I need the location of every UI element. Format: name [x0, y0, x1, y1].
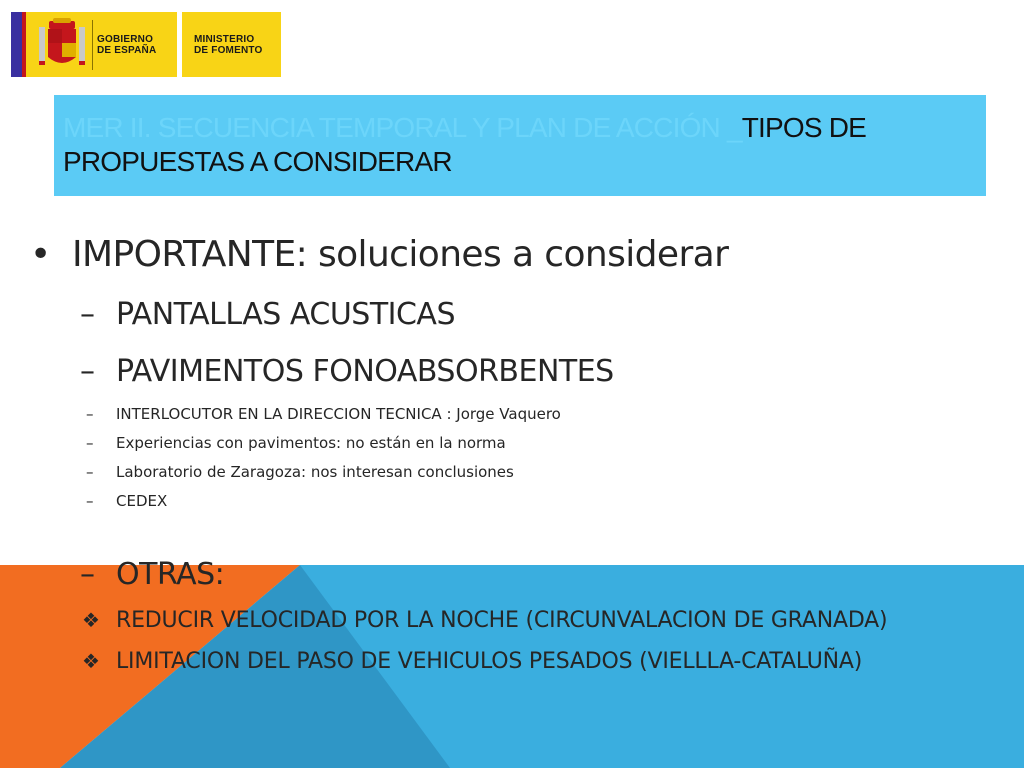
list-item-diamond	[82, 608, 887, 633]
list-item-text: OTRAS:	[116, 557, 225, 592]
dash-icon: –	[86, 492, 94, 510]
slide-title-faded: MER II. SECUENCIA TEMPORAL Y PLAN DE ACCIÓN _	[63, 112, 742, 143]
bullet-icon: •	[30, 234, 51, 275]
dash-icon: –	[80, 354, 95, 389]
list-item-level2	[80, 354, 614, 389]
list-item-level3	[86, 463, 514, 481]
gobierno-logo-text: GOBIERNO DE ESPAÑA	[97, 34, 157, 56]
slide-title-main: TIPOS DE PROPUESTAS A CONSIDERAR	[63, 112, 867, 177]
list-item-text: INTERLOCUTOR EN LA DIRECCION TECNICA : Jorge Vaquero	[116, 405, 561, 423]
list-item-diamond	[82, 649, 862, 674]
dash-icon: –	[86, 405, 94, 423]
list-item-text: Experiencias con pavimentos: no están en la norma	[116, 434, 506, 452]
diamond-bullet-icon: ❖	[82, 608, 100, 632]
list-item-level2	[80, 297, 455, 332]
list-item-text: Laboratorio de Zaragoza: nos interesan conclusiones	[116, 463, 514, 481]
list-item-text: REDUCIR VELOCIDAD POR LA NOCHE (CIRCUNVALACION DE GRANADA)	[116, 608, 888, 633]
list-item-text: CEDEX	[116, 492, 168, 510]
dash-icon: –	[80, 557, 95, 592]
list-item-level3	[86, 492, 167, 510]
dash-icon: –	[80, 297, 95, 332]
list-item-text: PAVIMENTOS FONOABSORBENTES	[116, 354, 614, 389]
heading-bullet	[30, 234, 728, 275]
dash-icon: –	[86, 463, 94, 481]
list-item-text: LIMITACION DEL PASO DE VEHICULOS PESADOS (VIELLLA-CATALUÑA)	[116, 649, 863, 674]
ministerio-logo-text: MINISTERIO DE FOMENTO	[194, 34, 263, 56]
list-item-text: PANTALLAS ACUSTICAS	[116, 297, 456, 332]
list-item-level3	[86, 434, 506, 452]
dash-icon: –	[86, 434, 94, 452]
list-item-otras	[80, 557, 224, 592]
heading-text: IMPORTANTE: soluciones a considerar	[72, 234, 729, 275]
list-item-level3	[86, 405, 561, 423]
diamond-bullet-icon: ❖	[82, 649, 100, 673]
